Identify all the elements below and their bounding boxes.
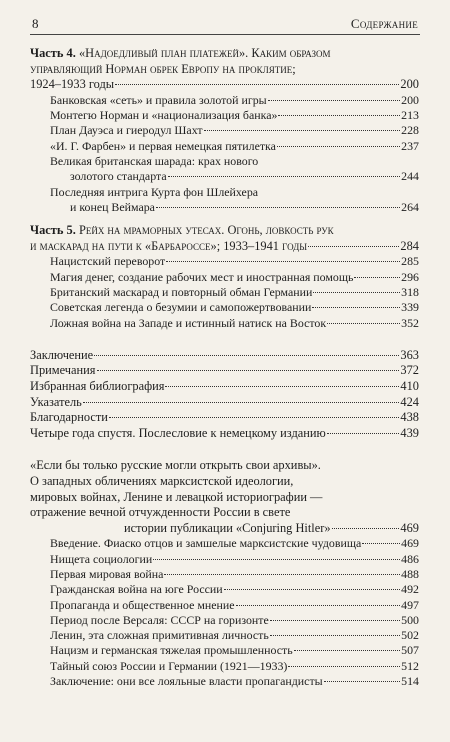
part-title-text: и маскарад на пути к «Барбароссе»; 1933–1941 годы bbox=[30, 238, 308, 253]
item-title: Монтегю Норман и «национализация банка» bbox=[50, 108, 278, 123]
back-matter-title: Указатель bbox=[30, 394, 82, 409]
appendix-title-line: отражение вечной отчужденности России в свете bbox=[30, 505, 291, 520]
page-ref: 502 bbox=[401, 628, 419, 643]
item-title: Нацистский переворот bbox=[50, 254, 166, 269]
page-ref: 492 bbox=[401, 582, 419, 597]
item-title: Нацизм и германская тяжелая промышленность bbox=[50, 643, 293, 658]
toc-appendix bbox=[30, 458, 419, 536]
item-title: Магия денег, создание рабочих мест и иностранная помощь bbox=[50, 269, 354, 284]
page-ref: 372 bbox=[400, 363, 419, 378]
part-title-line bbox=[30, 223, 419, 239]
dot-leader bbox=[153, 558, 400, 560]
page-ref: 296 bbox=[401, 269, 419, 284]
dot-leader bbox=[165, 385, 399, 387]
toc-item bbox=[50, 552, 419, 567]
page-ref: 285 bbox=[401, 254, 419, 269]
dot-leader bbox=[327, 322, 400, 324]
toc-back-matter bbox=[30, 363, 419, 379]
page-ref: 486 bbox=[401, 551, 419, 566]
toc-item bbox=[50, 123, 419, 138]
item-title: Великая британская шарада: крах нового bbox=[50, 153, 259, 168]
toc-back-matter bbox=[30, 426, 419, 442]
page-ref: 264 bbox=[401, 199, 419, 214]
item-title: золотого стандарта bbox=[70, 169, 167, 184]
page-number: 8 bbox=[32, 16, 39, 31]
item-title: Введение. Фиаско отцов и замшелые марксистские чудовища bbox=[50, 536, 362, 551]
dot-leader bbox=[277, 145, 400, 147]
toc-leader-line bbox=[30, 77, 419, 93]
toc-item bbox=[50, 154, 419, 185]
page-ref: 514 bbox=[401, 674, 419, 689]
page-ref: 512 bbox=[401, 658, 419, 673]
part-title-text: «Надоедливый план платежей». Каким образом bbox=[78, 46, 331, 60]
toc-back-matter bbox=[30, 395, 419, 411]
toc-item bbox=[50, 659, 419, 674]
dot-leader bbox=[288, 665, 400, 667]
toc-part-4 bbox=[30, 46, 419, 93]
dot-leader bbox=[332, 527, 400, 529]
dot-leader bbox=[294, 649, 400, 651]
appendix-title-line: О западных обличениях марксистской идеологии, bbox=[30, 473, 294, 488]
toc-leader-line bbox=[30, 239, 419, 255]
page-ref: 507 bbox=[401, 643, 419, 658]
toc-leader-line bbox=[30, 521, 419, 537]
dot-leader bbox=[362, 542, 400, 544]
back-matter-title: Заключение bbox=[30, 347, 94, 362]
toc-item bbox=[50, 628, 419, 643]
item-title: Банковская «сеть» и правила золотой игры bbox=[50, 92, 267, 107]
page-ref: 500 bbox=[401, 612, 419, 627]
dot-leader bbox=[327, 432, 400, 434]
dot-leader bbox=[168, 175, 401, 177]
dot-leader bbox=[115, 83, 399, 85]
page-ref: 497 bbox=[401, 597, 419, 612]
part-label: Часть 4. bbox=[30, 46, 76, 60]
part-title-line: управляющий Норман обрек Европу на проклятие; bbox=[30, 61, 296, 76]
toc-back-matter bbox=[30, 348, 419, 364]
appendix-title-line: мировых войнах, Ленине и левацкой историографии — bbox=[30, 489, 323, 504]
toc-item bbox=[50, 536, 419, 551]
item-title: Последняя интрига Курта фон Шлейхера bbox=[50, 184, 259, 199]
appendix-title-line: истории публикации «Conjuring Hitler» bbox=[124, 520, 331, 535]
part-title-text: Рейх на мраморных утесах. Огонь, ловкость рук bbox=[78, 223, 334, 238]
dot-leader bbox=[278, 114, 400, 116]
page-ref: 469 bbox=[400, 520, 419, 535]
toc-item bbox=[50, 185, 419, 216]
part-title-line bbox=[30, 46, 419, 62]
running-header bbox=[30, 16, 420, 35]
item-title: и конец Веймара bbox=[70, 199, 155, 214]
item-title: Гражданская война на юге России bbox=[50, 582, 223, 597]
item-title: «И. Г. Фарбен» и первая немецкая пятилетка bbox=[50, 138, 276, 153]
part-title-text: 1924–1933 годы bbox=[30, 77, 115, 92]
dot-leader bbox=[94, 354, 399, 356]
page-ref: 200 bbox=[400, 77, 419, 92]
page-ref: 469 bbox=[401, 536, 419, 551]
running-title: Содержание bbox=[350, 16, 418, 31]
item-title: Тайный союз России и Германии (1921—1933) bbox=[50, 658, 288, 673]
toc-item bbox=[50, 674, 419, 689]
dot-leader bbox=[236, 604, 401, 606]
toc-item bbox=[50, 270, 419, 285]
back-matter-title: Примечания bbox=[30, 363, 96, 378]
toc-back-matter bbox=[30, 410, 419, 426]
dot-leader bbox=[313, 291, 400, 293]
item-title: Период после Версаля: СССР на горизонте bbox=[50, 612, 269, 627]
toc-item bbox=[50, 567, 419, 582]
page-ref: 339 bbox=[401, 300, 419, 315]
back-matter-title: Четыре года спустя. Послесловие к немецкому изданию bbox=[30, 425, 326, 440]
item-title: Ленин, эта сложная примитивная личность bbox=[50, 628, 269, 643]
back-matter-title: Избранная библиография bbox=[30, 379, 165, 394]
item-title: Нищета социологии bbox=[50, 551, 153, 566]
page-ref: 318 bbox=[401, 284, 419, 299]
item-title: Британский маскарад и повторный обман Германии bbox=[50, 284, 313, 299]
dot-leader bbox=[268, 99, 401, 101]
item-title: Первая мировая война bbox=[50, 566, 164, 581]
item-title: Ложная война на Западе и истинный натиск на Восток bbox=[50, 315, 327, 330]
dot-leader bbox=[354, 276, 400, 278]
page-ref: 352 bbox=[401, 315, 419, 330]
page-ref: 237 bbox=[401, 138, 419, 153]
toc-item bbox=[50, 613, 419, 628]
page-ref: 438 bbox=[400, 410, 419, 425]
dot-leader bbox=[83, 401, 400, 403]
dot-leader bbox=[224, 588, 401, 590]
toc-item bbox=[50, 285, 419, 300]
page-ref: 284 bbox=[400, 238, 419, 253]
page-ref: 424 bbox=[400, 394, 419, 409]
page-ref: 200 bbox=[401, 92, 419, 107]
dot-leader bbox=[97, 369, 400, 371]
dot-leader bbox=[308, 245, 399, 247]
page-ref: 363 bbox=[400, 347, 419, 362]
part-label: Часть 5. bbox=[30, 223, 76, 238]
page-ref: 213 bbox=[401, 108, 419, 123]
page-ref: 410 bbox=[400, 379, 419, 394]
page-ref: 488 bbox=[401, 566, 419, 581]
dot-leader bbox=[164, 573, 400, 575]
item-title: Пропаганда и общественное мнение bbox=[50, 597, 235, 612]
page-ref: 228 bbox=[401, 123, 419, 138]
toc-item bbox=[50, 316, 419, 331]
dot-leader bbox=[270, 634, 400, 636]
page-ref: 439 bbox=[400, 425, 419, 440]
toc-part-5 bbox=[30, 223, 419, 254]
appendix-title-line: «Если бы только русские могли открыть свои архивы». bbox=[30, 458, 321, 473]
dot-leader bbox=[109, 416, 399, 418]
toc-item bbox=[50, 300, 419, 315]
toc-item bbox=[50, 598, 419, 613]
item-title: Советская легенда о безумии и самопожертвовании bbox=[50, 300, 312, 315]
toc-item bbox=[50, 93, 419, 108]
dot-leader bbox=[270, 619, 400, 621]
back-matter-title: Благодарности bbox=[30, 410, 108, 425]
toc-item bbox=[50, 254, 419, 269]
dot-leader bbox=[166, 260, 400, 262]
item-title: План Дауэса и гиеродул Шахт bbox=[50, 123, 203, 138]
dot-leader bbox=[312, 306, 400, 308]
dot-leader bbox=[156, 206, 400, 208]
toc-item bbox=[50, 108, 419, 123]
toc-item bbox=[50, 643, 419, 658]
dot-leader bbox=[204, 129, 401, 131]
table-of-contents bbox=[30, 46, 419, 689]
toc-item bbox=[50, 582, 419, 597]
toc-back-matter bbox=[30, 379, 419, 395]
item-title: Заключение: они все лояльные власти пропагандисты bbox=[50, 674, 323, 689]
dot-leader bbox=[324, 680, 401, 682]
page-ref: 244 bbox=[401, 169, 419, 184]
toc-item bbox=[50, 139, 419, 154]
